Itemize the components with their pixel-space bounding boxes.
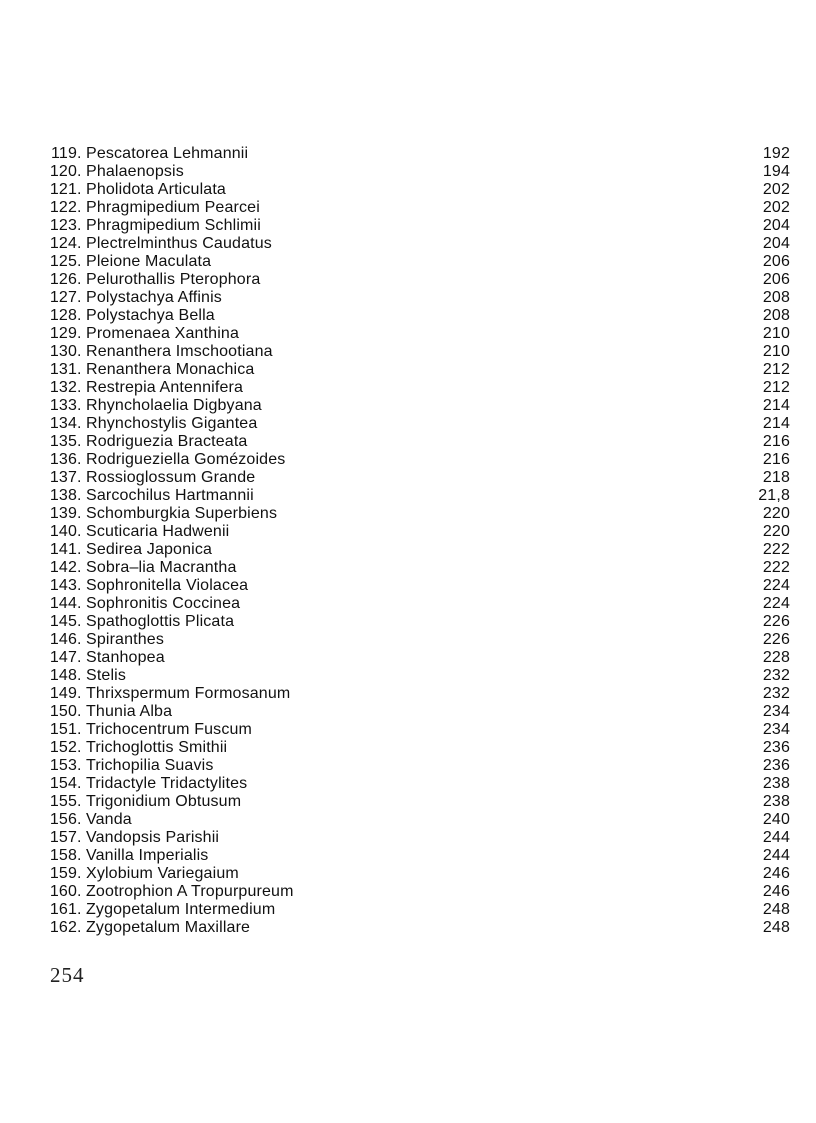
entry-number: 161 bbox=[49, 901, 77, 918]
entry-number-period: . bbox=[77, 487, 82, 504]
entry-number-period: . bbox=[77, 325, 82, 342]
entry-title: Xylobium Variegaium bbox=[86, 865, 239, 882]
entry-page-number: 202 bbox=[762, 181, 790, 198]
entry-number: 151 bbox=[49, 721, 77, 738]
entry-number: 128 bbox=[49, 307, 77, 324]
toc-entry bbox=[49, 631, 790, 649]
entry-title: Sedirea Japonica bbox=[86, 541, 213, 558]
entry-page-number: 244 bbox=[762, 847, 790, 864]
entry-number: 154 bbox=[49, 775, 77, 792]
entry-title: Phalaenopsis bbox=[86, 163, 184, 180]
entry-title: Polystachya Affinis bbox=[86, 289, 222, 306]
entry-number: 122 bbox=[49, 199, 77, 216]
entry-number-period: . bbox=[77, 847, 82, 864]
entry-page-number: 202 bbox=[762, 199, 790, 216]
toc-entry bbox=[49, 595, 790, 613]
entry-number: 149 bbox=[49, 685, 77, 702]
entry-page-number: 212 bbox=[762, 361, 790, 378]
entry-page-number: 244 bbox=[762, 829, 790, 846]
entry-number: 139 bbox=[49, 505, 77, 522]
entry-number-period: . bbox=[77, 145, 82, 162]
entry-page-number: 208 bbox=[762, 307, 790, 324]
entry-title: Pleione Maculata bbox=[86, 253, 212, 270]
entry-title: Trichopilia Suavis bbox=[86, 757, 214, 774]
entry-number-period: . bbox=[77, 559, 82, 576]
toc-entry bbox=[49, 721, 790, 739]
entry-number-period: . bbox=[77, 343, 82, 360]
entry-page-number: 214 bbox=[762, 397, 790, 414]
entry-number: 130 bbox=[49, 343, 77, 360]
entry-number-period: . bbox=[77, 397, 82, 414]
entry-title: Vanda bbox=[86, 811, 132, 828]
toc-entry bbox=[49, 685, 790, 703]
entry-page-number: 194 bbox=[762, 163, 790, 180]
entry-number: 159 bbox=[49, 865, 77, 882]
toc-entry bbox=[49, 919, 790, 937]
entry-page-number: 206 bbox=[762, 271, 790, 288]
toc-entry bbox=[49, 487, 790, 505]
entry-page-number: 248 bbox=[762, 901, 790, 918]
entry-number: 155 bbox=[49, 793, 77, 810]
entry-number-period: . bbox=[77, 649, 82, 666]
entry-title: Spiranthes bbox=[86, 631, 164, 648]
toc-entry bbox=[49, 325, 790, 343]
toc-entry bbox=[49, 541, 790, 559]
entry-number-period: . bbox=[77, 469, 82, 486]
entry-title: Rodrigueziella Gomézoides bbox=[86, 451, 286, 468]
entry-page-number: 226 bbox=[762, 613, 790, 630]
entry-title: Sophronitis Coccinea bbox=[86, 595, 241, 612]
entry-title: Renanthera Imschootiana bbox=[86, 343, 273, 360]
entry-number: 148 bbox=[49, 667, 77, 684]
entry-number-period: . bbox=[77, 433, 82, 450]
entry-number: 138 bbox=[49, 487, 77, 504]
entry-number: 134 bbox=[49, 415, 77, 432]
entry-page-number: 210 bbox=[762, 325, 790, 342]
entry-title: Zygopetalum Maxillare bbox=[86, 919, 251, 936]
entry-page-number: 248 bbox=[762, 919, 790, 936]
entry-page-number: 218 bbox=[762, 469, 790, 486]
entry-page-number: 222 bbox=[762, 559, 790, 576]
entry-title: Rhynchostylis Gigantea bbox=[86, 415, 258, 432]
entry-number-period: . bbox=[77, 919, 82, 936]
entry-page-number: 236 bbox=[762, 739, 790, 756]
entry-title: Plectrelminthus Caudatus bbox=[86, 235, 272, 252]
toc-entry bbox=[49, 361, 790, 379]
toc-entry bbox=[49, 811, 790, 829]
entry-title: Trichocentrum Fuscum bbox=[86, 721, 252, 738]
entry-number: 121 bbox=[49, 181, 77, 198]
entry-title: Rhyncholaelia Digbyana bbox=[86, 397, 262, 414]
entry-number: 137 bbox=[49, 469, 77, 486]
entry-number: 133 bbox=[49, 397, 77, 414]
entry-title: Tridactyle Tridactylites bbox=[86, 775, 248, 792]
entry-number: 143 bbox=[49, 577, 77, 594]
entry-page-number: 238 bbox=[762, 775, 790, 792]
toc-entry bbox=[49, 649, 790, 667]
entry-title: Rossioglossum Grande bbox=[86, 469, 256, 486]
entry-page-number: 212 bbox=[762, 379, 790, 396]
entry-number: 132 bbox=[49, 379, 77, 396]
toc-entry bbox=[49, 901, 790, 919]
entry-title: Pescatorea Lehmannii bbox=[86, 145, 249, 162]
entry-number-period: . bbox=[77, 865, 82, 882]
entry-number-period: . bbox=[77, 793, 82, 810]
entry-number-period: . bbox=[77, 415, 82, 432]
entry-title: Vanilla Imperialis bbox=[86, 847, 209, 864]
entry-number: 145 bbox=[49, 613, 77, 630]
toc-entry bbox=[49, 829, 790, 847]
entry-number-period: . bbox=[77, 685, 82, 702]
entry-number-period: . bbox=[77, 883, 82, 900]
entry-number: 125 bbox=[49, 253, 77, 270]
toc-entry bbox=[49, 181, 790, 199]
toc-entry bbox=[49, 163, 790, 181]
entry-page-number: 220 bbox=[762, 505, 790, 522]
entry-number: 152 bbox=[49, 739, 77, 756]
entry-title: Phragmipedium Schlimii bbox=[86, 217, 261, 234]
entry-number-period: . bbox=[77, 667, 82, 684]
entry-number-period: . bbox=[77, 217, 82, 234]
entry-number: 146 bbox=[49, 631, 77, 648]
entry-number-period: . bbox=[77, 307, 82, 324]
toc-entry bbox=[49, 559, 790, 577]
entry-page-number: 204 bbox=[762, 235, 790, 252]
toc-entry bbox=[49, 757, 790, 775]
entry-number-period: . bbox=[77, 739, 82, 756]
entry-number-period: . bbox=[77, 253, 82, 270]
page-number: 254 bbox=[50, 963, 85, 987]
entry-page-number: 224 bbox=[762, 577, 790, 594]
entry-page-number: 226 bbox=[762, 631, 790, 648]
entry-number-period: . bbox=[77, 541, 82, 558]
entry-title: Zootrophion A Tropurpureum bbox=[86, 883, 294, 900]
entry-number: 140 bbox=[49, 523, 77, 540]
entry-number-period: . bbox=[77, 595, 82, 612]
entry-page-number: 204 bbox=[762, 217, 790, 234]
entry-title: Rodriguezia Bracteata bbox=[86, 433, 248, 450]
entry-page-number: 240 bbox=[762, 811, 790, 828]
entry-number-period: . bbox=[77, 505, 82, 522]
entry-page-number: 214 bbox=[762, 415, 790, 432]
toc-entry bbox=[49, 271, 790, 289]
entry-number: 126 bbox=[49, 271, 77, 288]
toc-entry bbox=[49, 397, 790, 415]
toc-entry bbox=[49, 343, 790, 361]
entry-number-period: . bbox=[77, 775, 82, 792]
entry-number: 120 bbox=[49, 163, 77, 180]
entry-number-period: . bbox=[77, 721, 82, 738]
entry-page-number: 216 bbox=[762, 451, 790, 468]
toc-entry bbox=[49, 307, 790, 325]
entry-number: 124 bbox=[49, 235, 77, 252]
entry-title: Pelurothallis Pterophora bbox=[86, 271, 261, 288]
entry-page-number: 246 bbox=[762, 883, 790, 900]
entry-number: 129 bbox=[49, 325, 77, 342]
entry-number-period: . bbox=[77, 631, 82, 648]
entry-page-number: 234 bbox=[762, 721, 790, 738]
entry-number: 156 bbox=[49, 811, 77, 828]
entry-title: Schomburgkia Superbiens bbox=[86, 505, 278, 522]
entry-page-number: 246 bbox=[762, 865, 790, 882]
entry-title: Polystachya Bella bbox=[86, 307, 215, 324]
entry-title: Pholidota Articulata bbox=[86, 181, 226, 198]
table-of-contents bbox=[49, 145, 790, 937]
toc-entry bbox=[49, 379, 790, 397]
entry-number: 157 bbox=[49, 829, 77, 846]
entry-number-period: . bbox=[77, 829, 82, 846]
entry-number-period: . bbox=[77, 199, 82, 216]
toc-entry bbox=[49, 667, 790, 685]
entry-page-number: 238 bbox=[762, 793, 790, 810]
entry-number: 147 bbox=[49, 649, 77, 666]
entry-number-period: . bbox=[77, 163, 82, 180]
entry-title: Zygopetalum Intermedium bbox=[86, 901, 276, 918]
entry-page-number: 222 bbox=[762, 541, 790, 558]
entry-number: 150 bbox=[49, 703, 77, 720]
entry-page-number: 192 bbox=[762, 145, 790, 162]
toc-entry bbox=[49, 847, 790, 865]
entry-page-number: 234 bbox=[762, 703, 790, 720]
entry-number-period: . bbox=[77, 577, 82, 594]
entry-number-period: . bbox=[77, 181, 82, 198]
entry-number-period: . bbox=[77, 811, 82, 828]
toc-entry bbox=[49, 775, 790, 793]
toc-entry bbox=[49, 505, 790, 523]
toc-entry bbox=[49, 469, 790, 487]
entry-page-number: 232 bbox=[762, 685, 790, 702]
toc-entry bbox=[49, 253, 790, 271]
entry-number-period: . bbox=[77, 379, 82, 396]
entry-page-number: 232 bbox=[762, 667, 790, 684]
entry-title: Trigonidium Obtusum bbox=[86, 793, 242, 810]
entry-title: Stanhopea bbox=[86, 649, 165, 666]
toc-entry bbox=[49, 415, 790, 433]
entry-page-number: 208 bbox=[762, 289, 790, 306]
entry-title: Spathoglottis Plicata bbox=[86, 613, 235, 630]
entry-number: 119 bbox=[51, 145, 77, 162]
entry-page-number: 236 bbox=[762, 757, 790, 774]
entry-number: 162 bbox=[49, 919, 77, 936]
toc-entry bbox=[49, 451, 790, 469]
entry-number: 136 bbox=[49, 451, 77, 468]
entry-title: Restrepia Antennifera bbox=[86, 379, 244, 396]
entry-number: 123 bbox=[49, 217, 77, 234]
entry-page-number: 206 bbox=[762, 253, 790, 270]
entry-number-period: . bbox=[77, 451, 82, 468]
entry-number: 144 bbox=[49, 595, 77, 612]
entry-title: Trichoglottis Smithii bbox=[86, 739, 228, 756]
entry-page-number: 210 bbox=[762, 343, 790, 360]
entry-title: Sarcochilus Hartmannii bbox=[86, 487, 254, 504]
entry-number-period: . bbox=[77, 361, 82, 378]
entry-page-number: 21,8 bbox=[758, 487, 790, 504]
toc-entry bbox=[49, 217, 790, 235]
entry-number-period: . bbox=[77, 235, 82, 252]
entry-title: Stelis bbox=[86, 667, 127, 684]
toc-entry bbox=[49, 577, 790, 595]
toc-entry bbox=[49, 235, 790, 253]
entry-number-period: . bbox=[77, 271, 82, 288]
entry-number: 153 bbox=[49, 757, 77, 774]
entry-number-period: . bbox=[77, 523, 82, 540]
entry-number: 160 bbox=[49, 883, 77, 900]
entry-page-number: 216 bbox=[762, 433, 790, 450]
toc-entry bbox=[49, 865, 790, 883]
entry-number: 141 bbox=[49, 541, 77, 558]
entry-title: Thunia Alba bbox=[86, 703, 173, 720]
entry-number-period: . bbox=[77, 613, 82, 630]
entry-number: 135 bbox=[49, 433, 77, 450]
entry-title: Vandopsis Parishii bbox=[86, 829, 220, 846]
entry-title: Thrixspermum Formosanum bbox=[86, 685, 291, 702]
entry-page-number: 220 bbox=[762, 523, 790, 540]
toc-entry bbox=[49, 703, 790, 721]
toc-entry bbox=[49, 523, 790, 541]
entry-title: Sophronitella Violacea bbox=[86, 577, 249, 594]
toc-entry bbox=[49, 883, 790, 901]
entry-number-period: . bbox=[77, 703, 82, 720]
toc-entry bbox=[49, 739, 790, 757]
toc-entry bbox=[49, 145, 790, 163]
entry-number: 142 bbox=[49, 559, 77, 576]
toc-entry bbox=[49, 199, 790, 217]
toc-entry bbox=[49, 613, 790, 631]
entry-number-period: . bbox=[77, 757, 82, 774]
entry-number-period: . bbox=[77, 901, 82, 918]
toc-entry bbox=[49, 793, 790, 811]
entry-title: Renanthera Monachica bbox=[86, 361, 255, 378]
entry-number: 127 bbox=[49, 289, 77, 306]
entry-page-number: 224 bbox=[762, 595, 790, 612]
entry-number-period: . bbox=[77, 289, 82, 306]
entry-number: 158 bbox=[49, 847, 77, 864]
entry-page-number: 228 bbox=[762, 649, 790, 666]
toc-entry bbox=[49, 289, 790, 307]
toc-entry bbox=[49, 433, 790, 451]
entry-title: Promenaea Xanthina bbox=[86, 325, 240, 342]
entry-number: 131 bbox=[49, 361, 77, 378]
entry-title: Scuticaria Hadwenii bbox=[86, 523, 230, 540]
entry-title: Sobra–lia Macrantha bbox=[86, 559, 237, 576]
entry-title: Phragmipedium Pearcei bbox=[86, 199, 260, 216]
